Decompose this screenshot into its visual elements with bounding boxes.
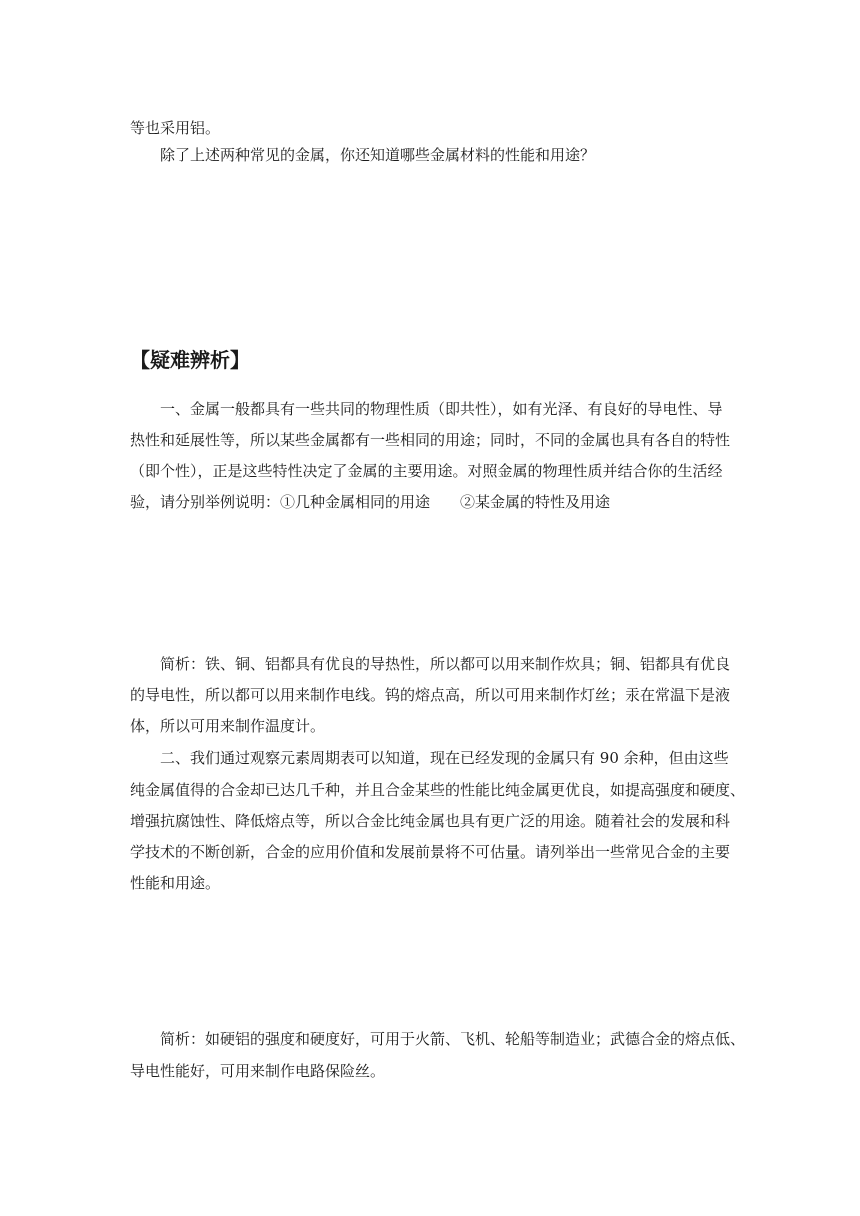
answer-1-line: 简析：铁、铜、铝都具有优良的导热性，所以都可以用来制作炊具；铜、铝都具有优良	[160, 655, 731, 673]
question-2-line: 纯金属值得的合金却已达几千种，并且合金某些的性能比纯金属更优良，如提高强度和硬度、	[130, 781, 746, 799]
answer-2-line: 导电性能好，可用来制作电路保险丝。	[130, 1062, 386, 1080]
question-1-line: 验，请分别举例说明：①几种金属相同的用途 ②某金属的特性及用途	[130, 493, 611, 511]
section-heading: 【疑难辨析】	[130, 348, 250, 372]
answer-1-line: 的导电性，所以都可以用来制作电线。钨的熔点高，所以可用来制作灯丝；汞在常温下是液	[130, 686, 731, 704]
answer-1-line: 体，所以可用来制作温度计。	[130, 717, 326, 735]
question-2-line: 二、我们通过观察元素周期表可以知道，现在已经发现的金属只有 90 余种，但由这些	[160, 749, 729, 767]
question-2-line: 性能和用途。	[130, 874, 221, 892]
question-1-line: （即个性），正是这些特性决定了金属的主要用途。对照金属的物理性质并结合你的生活经	[130, 462, 723, 480]
paragraph-line: 等也采用铝。	[130, 119, 221, 137]
question-2-line: 学技术的不断创新，合金的应用价值和发展前景将不可估量。请列举出一些常见合金的主要	[130, 843, 731, 861]
question-1-line: 一、金属一般都具有一些共同的物理性质（即共性），如有光泽、有良好的导电性、导	[160, 400, 723, 418]
answer-2-line: 简析：如硬铝的强度和硬度好，可用于火箭、飞机、轮船等制造业；武德合金的熔点低、	[160, 1030, 746, 1048]
question-2-line: 增强抗腐蚀性、降低熔点等，所以合金比纯金属也具有更广泛的用途。随着社会的发展和科	[130, 812, 731, 830]
paragraph-line: 除了上述两种常见的金属，你还知道哪些金属材料的性能和用途？	[160, 146, 596, 164]
question-1-line: 热性和延展性等，所以某些金属都有一些相同的用途；同时，不同的金属也具有各自的特性	[130, 431, 731, 449]
